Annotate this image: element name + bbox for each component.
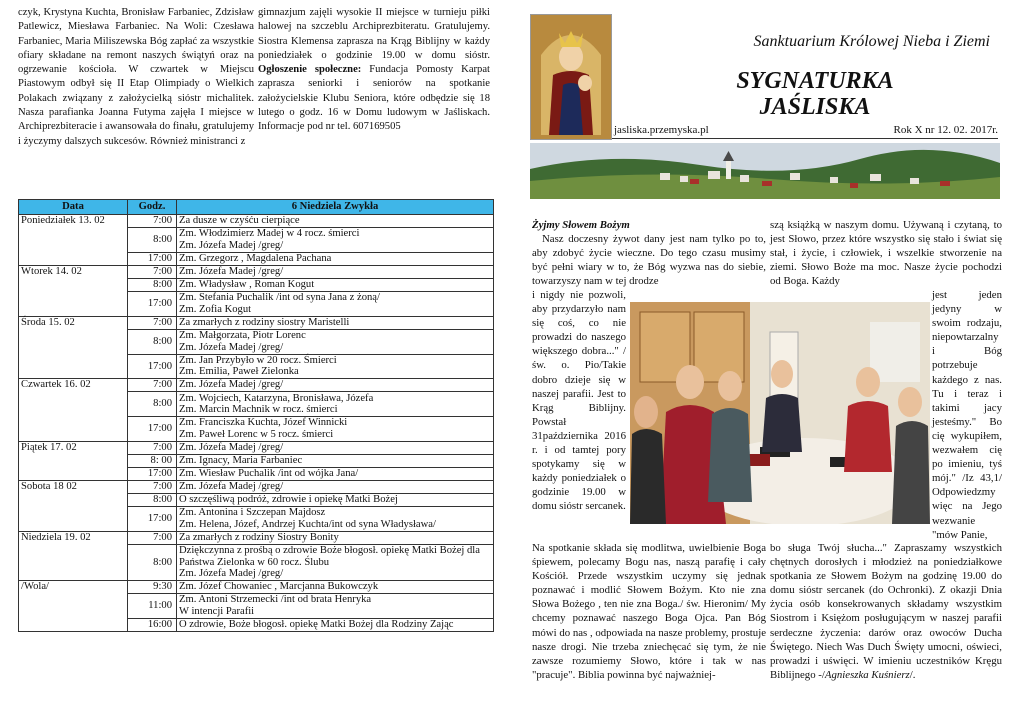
newsletter-title bbox=[660, 68, 970, 120]
time-cell: 7:00 bbox=[128, 480, 177, 493]
day-cell bbox=[19, 252, 128, 265]
time-cell: 17:00 bbox=[128, 417, 177, 442]
table-row bbox=[19, 265, 494, 278]
intention-cell: Zm. Józefa Madej /greg/ bbox=[177, 265, 494, 278]
article-column-1-bottom bbox=[532, 541, 766, 682]
intention-cell: Zm. Józefa Madej /greg/ bbox=[177, 441, 494, 454]
table-row bbox=[19, 593, 494, 618]
table-body bbox=[19, 215, 494, 632]
intention-cell: Zm. Józef Chowaniec , Marcjanna Bukowczyk bbox=[177, 580, 494, 593]
time-cell: 11:00 bbox=[128, 593, 177, 618]
article-paragraph: szą książką w naszym domu. Używaną i czytaną, to jest Słowo, przez które wszystko się stało i świat się stał, i życie, i człowiek, i wszelkie stworzenie na ziemi. Słowo Boże ma moc. Nasze życie pochodzi od Boga. Każdy bbox=[770, 219, 1002, 288]
day-cell bbox=[19, 454, 128, 467]
header-divider bbox=[612, 138, 998, 139]
time-cell: 17:00 bbox=[128, 467, 177, 480]
day-cell bbox=[19, 278, 128, 291]
day-cell bbox=[19, 544, 128, 580]
time-cell: 7:00 bbox=[128, 379, 177, 392]
article-column-2-narrow bbox=[932, 288, 1002, 542]
time-cell: 17:00 bbox=[128, 252, 177, 265]
article-paragraph: i nigdy nie pozwoli, aby przydarzyło nam się coś, co nie prowadzi do naszego większego dobra..." / św. o. Pio/Takie dobro dzieje się w naszej parafii. Jest to Krąg Biblijny. Powstał 31października 2016 r. i od tamtej pory spotykamy się w każdy poniedziałek o godzinie 19.00 w domu sióstr sercanek. bbox=[532, 289, 626, 513]
table-row bbox=[19, 580, 494, 593]
intention-cell: Zm. Wojciech, Katarzyna, Bronisława, Józefa Zm. Marcin Machnik w rocz. śmierci bbox=[177, 392, 494, 417]
day-cell: Sobota 18 02 bbox=[19, 480, 128, 493]
article-paragraph: jest jeden jedyny w swoim rodzaju, niepowtarzalny i Bóg potrzebuje każdego z nas. Tu i teraz i takimi jacy jesteśmy." Bo cię wykupiłem, wezwałem cię po imieniu, tyś mój." /Iz 43,1/ Odpowiedzmy więc na Jego wezwanie "mów Panie, bbox=[932, 289, 1002, 541]
intention-cell: Zm. Stefania Puchalik /int od syna Jana z żoną/ Zm. Zofia Kogut bbox=[177, 292, 494, 317]
time-cell: 8:00 bbox=[128, 228, 177, 253]
intention-cell: Zm. Małgorzata, Piotr Lorenc Zm. Józefa Madej /greg/ bbox=[177, 329, 494, 354]
time-cell: 8: 00 bbox=[128, 454, 177, 467]
day-cell bbox=[19, 354, 128, 379]
intention-cell: Dziękczynna z prośbą o zdrowie Boże błogosł. opiekę Matki Bożej dla Państwa Zielonka w 60 rocz. Ślubu Zm. Józefa Madej /greg/ bbox=[177, 544, 494, 580]
time-cell: 7:00 bbox=[128, 316, 177, 329]
intention-cell: Zm. Włodzimierz Madej w 4 rocz. śmierci Zm. Józefa Madej /greg/ bbox=[177, 228, 494, 253]
intention-cell: Zm. Antoni Strzemecki /int od brata Henryka W intencji Parafii bbox=[177, 593, 494, 618]
day-cell bbox=[19, 292, 128, 317]
time-cell: 7:00 bbox=[128, 215, 177, 228]
time-cell: 7:00 bbox=[128, 531, 177, 544]
table-row bbox=[19, 454, 494, 467]
title-line-2: JAŚLISKA bbox=[759, 94, 871, 120]
announcement-text: Fundacja Pomosty Karpat zaprasza seniorki i seniorów na spotkanie założycielskie Klubu Seniora, które odbędzie się 18 lutego o godz. 16 w Domu ludowym w Jaśliskach. Informacje pod nr tel. 607169505 bbox=[258, 64, 490, 133]
article-column-2-top bbox=[770, 218, 1002, 288]
article-paragraph: Na spotkanie składa się modlitwa, uwielbienie Boga śpiewem, polecamy Bogu nas, naszą parafię i cały Kościół. Przede wszystkim uczymy się jednak poznawać i modlić Słowem Bożym. Kto nie zna Słowa Bożego , ten nie zna Boga./ św. Hieronim/ My chcemy poznawać naszego Boga Ojca. Pan Bóg mówi do nas , odpowiada na nasze problemy, prostuje nasze drogi. Nie trzeba zniechęcać się tym, że nie zawsze rozumiemy Słowo, które i tak w nas "pracuje". Biblia powinna być najważniej- bbox=[532, 542, 766, 681]
table-row bbox=[19, 467, 494, 480]
intention-cell: Zm. Józefa Madej /greg/ bbox=[177, 379, 494, 392]
time-cell: 7:00 bbox=[128, 265, 177, 278]
day-cell: Piątek 17. 02 bbox=[19, 441, 128, 454]
time-cell: 8:00 bbox=[128, 329, 177, 354]
day-cell bbox=[19, 417, 128, 442]
header-time: Godz. bbox=[128, 200, 177, 215]
time-cell: 16:00 bbox=[128, 618, 177, 631]
left-top-column-1 bbox=[18, 6, 254, 149]
intention-cell: Zm. Jan Przybyło w 20 rocz. Śmierci Zm. Emilia, Paweł Zielonka bbox=[177, 354, 494, 379]
table-header-row bbox=[19, 200, 494, 215]
time-cell: 8:00 bbox=[128, 392, 177, 417]
intention-cell: O zdrowie, Boże błogosł. opiekę Matki Bożej dla Rodziny Zając bbox=[177, 618, 494, 631]
table-row bbox=[19, 354, 494, 379]
table-row bbox=[19, 228, 494, 253]
day-cell bbox=[19, 329, 128, 354]
day-cell bbox=[19, 618, 128, 631]
intention-cell: Zm. Wiesław Puchalik /int od wójka Jana/ bbox=[177, 467, 494, 480]
intention-cell: Zm. Antonina i Szczepan Majdosz Zm. Helena, Józef, Andrzej Kuchta/int od syna Władysława/ bbox=[177, 507, 494, 532]
village-panorama-photo bbox=[530, 143, 1000, 199]
left-top-column-2 bbox=[258, 6, 490, 135]
day-cell bbox=[19, 593, 128, 618]
intention-cell: Za zmarłych z rodziny siostry Maristelli bbox=[177, 316, 494, 329]
article-paragraph: bo sługa Twój słucha..." Zapraszamy wszystkich chętnych dorosłych i młodzież na poniedziałkowe spotkania ze Słowem Bożym na godzinę 19.00 do domu sióstr sercanek (do Ochronki). Z okazji Dnia życia osób konsekrowanych składamy wszystkim Siostrom i Księżom posługującym w naszej parafii serdeczne życzenia: darów oraz owoców Ducha Świętego. Niech Was Duch Święty umocni, oświeci, prowadzi i uświęci. W imieniu uczestników Kręgu Biblijnego -/ bbox=[770, 542, 1002, 681]
time-cell: 9:30 bbox=[128, 580, 177, 593]
announcement-text: czyk, Krystyna Kuchta, Bronisław Farbaniec, Zdzisław Patlewicz, Miesława Farbaniec. Na Woli: Czesława Farbaniec, Maria Miliszewska Bóg zapłać za wszystkie ofiary składane na remont naszych świątyń oraz na ogrzewanie kościoła. W czwartek w Miejscu Piastowym odbył się II Etap Olimpiady o Wielkich Polakach związany z założycielką sióstr michalitek. Nasza parafianka Joanna Futyma zajęła I miejsce w Archiprezbiteracie i awansowała do finału, gratulujemy i życzymy dalszych sukcesów. Również ministranci z bbox=[18, 7, 254, 147]
time-cell: 17:00 bbox=[128, 354, 177, 379]
article-title: Żyjmy Słowem Bożym bbox=[532, 219, 630, 231]
table-row bbox=[19, 618, 494, 631]
table-row bbox=[19, 292, 494, 317]
header-date: Data bbox=[19, 200, 128, 215]
table-row bbox=[19, 379, 494, 392]
time-cell: 8:00 bbox=[128, 544, 177, 580]
time-cell: 17:00 bbox=[128, 507, 177, 532]
day-cell bbox=[19, 392, 128, 417]
table-row bbox=[19, 215, 494, 228]
website-label: jasliska.przemyska.pl bbox=[614, 124, 709, 136]
day-cell bbox=[19, 467, 128, 480]
table-row bbox=[19, 417, 494, 442]
madonna-icon-image bbox=[530, 14, 612, 140]
table-row bbox=[19, 480, 494, 493]
article-column-2-bottom bbox=[770, 541, 1002, 682]
table-row bbox=[19, 392, 494, 417]
issue-label: Rok X nr 12. 02. 2017r. bbox=[893, 124, 998, 136]
table-row bbox=[19, 494, 494, 507]
intention-cell: Za zmarłych z rodziny Siostry Bonity bbox=[177, 531, 494, 544]
article-signature: Agnieszka Kuśnierz bbox=[824, 668, 910, 681]
announcement-text: gimnazjum zajęli wysokie II miejsce w turnieju piłki halowej na szczeblu Archiprezbiteratu. Gratulujemy. Siostra Klemensa zaprasza na Krąg Biblijny w każdy poniedziałek o godzinie 19.00 w domu sióstr. bbox=[258, 7, 490, 61]
article-paragraph: /. bbox=[909, 668, 916, 681]
article-column-1-narrow bbox=[532, 288, 626, 514]
table-row bbox=[19, 507, 494, 532]
sanctuary-name: Sanktuarium Królowej Nieba i Ziemi bbox=[753, 33, 990, 50]
day-cell: Poniedziałek 13. 02 bbox=[19, 215, 128, 228]
intention-cell: Zm. Franciszka Kuchta, Józef Winnicki Zm. Paweł Lorenc w 5 rocz. śmierci bbox=[177, 417, 494, 442]
day-cell: Wtorek 14. 02 bbox=[19, 265, 128, 278]
day-cell bbox=[19, 507, 128, 532]
table-row bbox=[19, 531, 494, 544]
time-cell: 8:00 bbox=[128, 494, 177, 507]
day-cell: Niedziela 19. 02 bbox=[19, 531, 128, 544]
day-cell: /Wola/ bbox=[19, 580, 128, 593]
time-cell: 17:00 bbox=[128, 292, 177, 317]
day-cell: Środa 15. 02 bbox=[19, 316, 128, 329]
table-row bbox=[19, 252, 494, 265]
mass-intentions-table bbox=[18, 199, 494, 632]
time-cell: 8:00 bbox=[128, 278, 177, 291]
title-line-1: SYGNATURKA bbox=[736, 68, 894, 94]
intention-cell: Zm. Józefa Madej /greg/ bbox=[177, 480, 494, 493]
table-row bbox=[19, 316, 494, 329]
intention-cell: Zm. Ignacy, Maria Farbaniec bbox=[177, 454, 494, 467]
day-cell bbox=[19, 494, 128, 507]
announcement-heading: Ogłoszenie społeczne: bbox=[258, 64, 362, 76]
table-row bbox=[19, 278, 494, 291]
header-sunday: 6 Niedziela Zwykła bbox=[177, 200, 494, 215]
time-cell: 7:00 bbox=[128, 441, 177, 454]
article-paragraph: Nasz doczesny żywot dany jest nam tylko po to, aby zdobyć życie wieczne. Do tego czasu musimy być pełni wiary w to, że Bóg wyzwa nas do siebie, towarzyszy nam w tej drodze bbox=[532, 233, 766, 288]
bible-circle-meeting-photo bbox=[630, 302, 930, 524]
intention-cell: Za dusze w czyśću cierpiące bbox=[177, 215, 494, 228]
day-cell: Czwartek 16. 02 bbox=[19, 379, 128, 392]
table-row bbox=[19, 329, 494, 354]
table-row bbox=[19, 441, 494, 454]
table-row bbox=[19, 544, 494, 580]
intention-cell: O szczęśliwą podróż, zdrowie i opiekę Matki Bożej bbox=[177, 494, 494, 507]
intention-cell: Zm. Władysław , Roman Kogut bbox=[177, 278, 494, 291]
article-column-1-top bbox=[532, 218, 766, 288]
intention-cell: Zm. Grzegorz , Magdalena Pachana bbox=[177, 252, 494, 265]
day-cell bbox=[19, 228, 128, 253]
